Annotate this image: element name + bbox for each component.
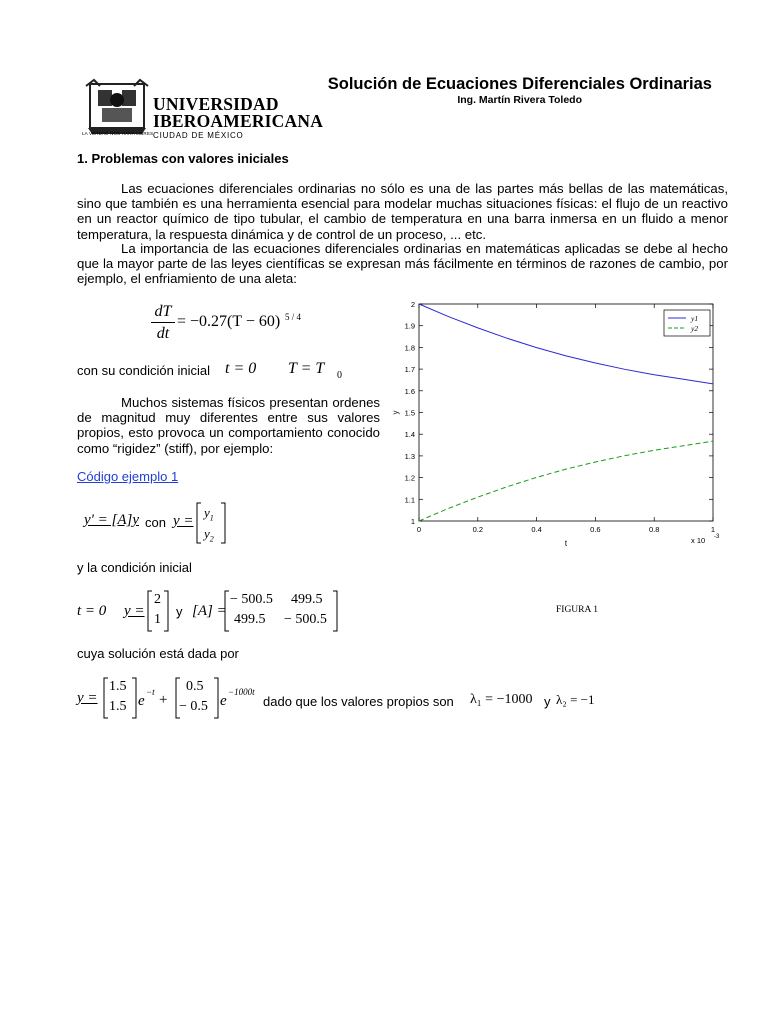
y-tick-label: 1.7	[404, 365, 415, 375]
x-tick-label: 0.8	[648, 525, 660, 534]
matrix-A21: 499.5	[234, 612, 266, 627]
x-tick-label: 1	[710, 525, 716, 534]
y-tick-label: 1.4	[404, 430, 415, 440]
eigenvalues-text: dado que los valores propios son	[263, 694, 454, 709]
solution-plus: +	[159, 692, 168, 708]
matrix-A11: − 500.5	[230, 592, 273, 607]
y-tick-label: 1.2	[404, 473, 415, 483]
section-title: 1. Problemas con valores iniciales	[77, 151, 289, 166]
vector-y2-sub: 2	[209, 534, 214, 544]
logo-text-line2: IBEROAMERICANA	[153, 111, 324, 131]
y-tick-label: 1.3	[404, 451, 415, 461]
ic-t-equation: t = 0	[225, 360, 257, 377]
vector-y1-sub: 1	[209, 513, 214, 523]
y-connector: y	[176, 604, 183, 619]
paragraph-intro: Las ecuaciones diferenciales ordinarias no sólo es una de las partes más bellas de las matemáticas, sino que también es una herramienta esencial para modelar muchas situaciones físicas: el flujo de un reactivo en un reactor químico de tipo tubular, el cambio de temperatura en una barra inmersa en un fluido a menor temperatura, la respuesta dinámica y de control de un proceso, ... etc.	[77, 181, 728, 242]
y-tick-label: 1.8	[404, 343, 415, 353]
y-axis-label: y	[391, 410, 400, 415]
logo-text-line3: CIUDAD DE MÉXICO	[153, 131, 244, 140]
ode-exponent: 5 / 4	[285, 312, 302, 322]
system-equation	[84, 512, 139, 529]
con-label: con	[145, 515, 166, 530]
document-author: Ing. Martín Rivera Toledo	[457, 94, 582, 106]
ic-t0: t = 0	[77, 603, 107, 619]
y-tick-label: 1.1	[404, 495, 415, 505]
solution-e1: e	[138, 693, 145, 709]
system-equation-text: y' = [A]y	[84, 512, 139, 528]
x-tick-label: 0.4	[531, 525, 542, 534]
ic-v1: 2	[154, 592, 161, 607]
initial-condition-label: con su condición inicial	[77, 363, 210, 378]
x-tick-label: 0.2	[472, 525, 484, 534]
matrix-A-lhs: [A] =	[192, 603, 227, 619]
vector-y2	[204, 526, 214, 544]
paragraph-stiff: Muchos sistemas físicos presentan ordenes de magnitud muy diferentes entre sus valores propios, esto provoca un comportamiento conocido como “rigidez” (stiff), por ejemplo:	[77, 395, 380, 456]
ode-rhs: = −0.27(T − 60)	[177, 313, 281, 330]
solution-text: cuya solución está dada por	[77, 646, 239, 661]
solution-b2: − 0.5	[179, 699, 208, 714]
document-title: Solución de Ecuaciones Diferenciales Ordinarias	[327, 75, 712, 93]
ic-y-lhs: y =	[124, 603, 145, 619]
ic-T-subscript: 0	[337, 370, 342, 381]
vector-y1-text: y	[204, 505, 210, 520]
eigen-y-connector: y	[544, 694, 551, 709]
legend-label-y1: y1	[691, 314, 699, 323]
y-tick-label: 1.5	[404, 408, 415, 418]
ic-T-equation: T = T	[288, 360, 325, 377]
ic-v2: 1	[154, 612, 161, 627]
figure-1-chart	[392, 296, 732, 556]
vector-y2-text: y	[204, 526, 210, 541]
fraction-bar	[151, 322, 175, 323]
x-multiplier: x 10	[691, 536, 706, 545]
solution-e2: e	[220, 693, 227, 709]
logo-text-line1: UNIVERSIDAD	[153, 94, 279, 114]
solution-a1: 1.5	[109, 679, 127, 694]
legend-box	[664, 310, 710, 336]
initial-condition-text: y la condición inicial	[77, 560, 192, 575]
logo-motto: LA VERDAD NOS HARÁ LIBRES	[82, 131, 154, 136]
x-multiplier-exp: -3	[714, 534, 720, 540]
y-tick-label: 1.6	[404, 386, 415, 396]
x-tick-label: 0	[416, 525, 422, 534]
solution-a2: 1.5	[109, 699, 127, 714]
vector-y1	[204, 505, 214, 523]
solution-b1: 0.5	[186, 679, 204, 694]
matrix-A12: 499.5	[291, 592, 323, 607]
solution-e1-exp: −t	[146, 687, 155, 697]
y-tick-label: 1	[410, 517, 415, 526]
legend-label-y2: y2	[691, 324, 699, 333]
ode-numerator: dT	[154, 303, 172, 320]
x-tick-label: 0.6	[590, 525, 601, 534]
code-example-link[interactable]: Código ejemplo 1	[77, 469, 179, 484]
x-axis-label: t	[564, 539, 568, 548]
vector-lhs: y =	[173, 513, 194, 529]
y-tick-label: 2	[410, 300, 415, 309]
figure-caption: FIGURA 1	[556, 605, 598, 615]
lambda1: λ₁ = −1000	[470, 692, 533, 707]
plot-frame	[419, 304, 713, 521]
matrix-A22: − 500.5	[284, 612, 327, 627]
chart-plot-area	[391, 300, 720, 548]
paragraph-importance: La importancia de las ecuaciones diferenciales ordinarias en matemáticas aplicadas se debe al hecho que la mayor parte de las leyes científicas se expresan más fácilmente en términos de razones de cambio, por ejemplo, el enfriamiento de una aleta:	[77, 241, 728, 287]
solution-lhs: y =	[77, 690, 98, 706]
crest-icon	[84, 78, 150, 136]
ode-denominator: dt	[156, 325, 170, 342]
lambda2: λ₂ = −1	[556, 692, 595, 707]
solution-e2-exp: −1000t	[228, 687, 255, 697]
university-logo	[84, 78, 150, 136]
y-tick-label: 1.9	[404, 321, 415, 331]
